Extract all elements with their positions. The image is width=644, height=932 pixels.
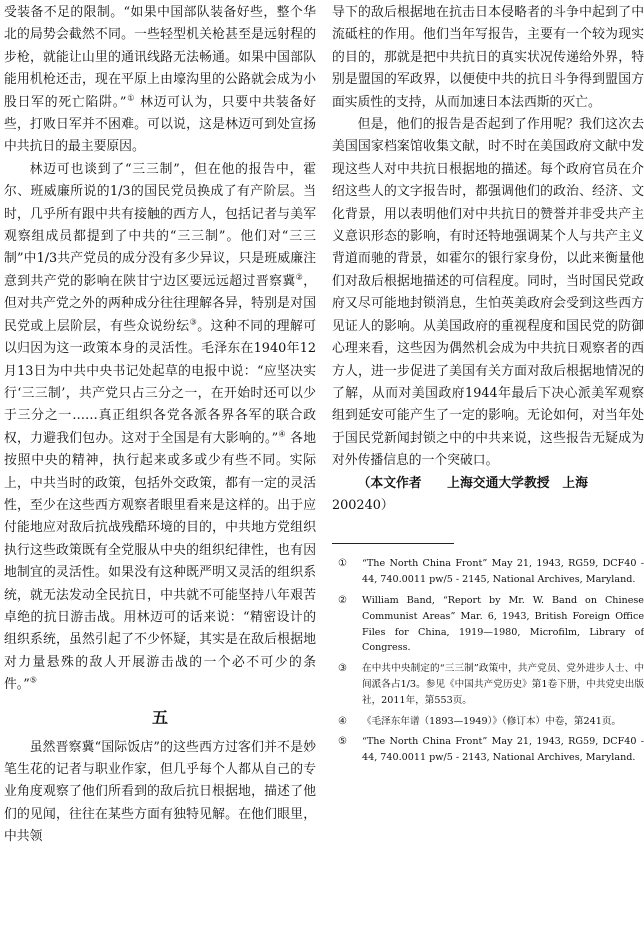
footnote-ref-4[interactable]: ④ [278, 429, 286, 439]
footnote-item [332, 661, 644, 708]
footnote-text: “The North China Front” May 21, 1943, RG59, DCF40 - 44, 740.0011 pw/5 - 2145, National Archives, Maryland. [362, 558, 644, 586]
footnote-item [332, 734, 644, 766]
footnote-text: 在中共中央制定的“三三制”政策中，共产党员、党外进步人士、中间派各占1/3。参见《中国共产党历史》第1卷下册，中共党史出版社，2011年，第553页。 [362, 663, 644, 706]
paragraph: 但是，他们的报告是否起到了作用呢？我们这次去美国国家档案馆收集文献，时不时在美国政府文献中发现这些人对中共抗日根据地的描述。每个政府官员在介绍这些人的文字报告时，都强调他们的政治、经济、文化背景，用以表明他们对中共抗日的赞誉并非受共产主义意识形态的影响，有时还特地强调某个人与共产主义背道而驰的背景，如霍尔的银行家身份，以此来衡量他们对敌后根据地描述的可信程度。同时，当时国民党政府又尽可能地封锁消息，生怕英美政府会受到这些西方见证人的影响。从美国政府的重视程度和国民党的防御心理来看，这些因为偶然机会成为中共抗日观察者的西方人，进一步促进了美国有关方面对敌后根据地情况的了解，从而对美国政府1944年最后下决心派美军观察组到延安可能产生了一定的影响。无论如何，对当年处于国民党新闻封锁之中的中共来说，这些报告无疑成为对外传播信息的一个突破口。 [332, 117, 644, 469]
footnote-marker: ① [338, 558, 347, 570]
footnote-ref-3[interactable]: ③ [189, 317, 198, 327]
paragraph: 林迈可也谈到了“三三制”，但在他的报告中，霍尔、班威廉所说的1/3的国民党员换成了有产阶层。当时，几乎所有跟中共有接触的西方人，包括记者与美军观察组成员都提到了中共的“三三制”。他们对“三三制”中1/3共产党员的成分没有多少异议，只是班威廉注意到共产党的影响在陕甘宁边区要远远超过晋察冀②，但对共产党之外的两种成分往往理解各异，特别是对国民党或上层阶层，有些众说纷纭③。这种不同的理解可以归因为这一政策本身的灵活性。毛泽东在1940年12月13日为中共中央书记处起草的电报中说：“应坚决实行‘三三制’，共产党只占三分之一，在开始时还可以少于三分之一……真正组织各党各派各界各军的联合政权，力避我们包办。这对于全国是有大影响的。”④ 各地按照中央的精神，执行起来或多或少有些不同。实际上，中共当时的政策，包括外交政策，都有一定的灵活性，至少在这些西方观察者眼里看来是这样的。出于应付能地应对敌后抗战残酷环境的目的，中共地方党组织执行这些政策既有全党服从中央的组织纪律性，也有因地制宜的灵活性。如果没有这种既严明又灵活的组织系统，就无法发动全民抗日，中共就不可能坚持八年艰苦卓绝的抗日游击战。用林迈可的话来说：“精密设计的组织系统，虽然引起了不少怀疑，其实是在敌后根据地对力量悬殊的敌人开展游击战的一个必不可少的条件。”⑤ [4, 161, 317, 693]
footnote-marker: ③ [338, 663, 347, 675]
right-column [332, 2, 644, 771]
paragraph: 虽然晋察冀“国际饭店”的这些西方过客们并不是妙笔生花的记者与职业作家，但几乎每个人都从自己的专业角度观察了他们所看到的敌后抗日根据地，描述了他们的见闻，往往在某些方面有独特见解。在他们眼里，中共领 [4, 739, 316, 845]
footnote-marker: ④ [338, 715, 347, 727]
footnote-item [332, 556, 644, 588]
footnote-marker: ② [338, 594, 347, 606]
footnote-ref-5[interactable]: ⑤ [29, 675, 37, 685]
footnote-marker: ⑤ [338, 736, 347, 748]
footnote-text: 《毛泽东年谱（1893—1949）》（修订本）中卷，第241页。 [362, 715, 622, 727]
footnote-item [332, 593, 644, 656]
footnotes [332, 556, 644, 766]
footnote-ref-1[interactable]: ① [126, 93, 136, 103]
footnote-ref-2[interactable]: ② [295, 272, 304, 282]
section-heading: 五 [151, 707, 168, 727]
author-note: （本文作者 上海交通大学教授 上海 200240） [332, 475, 588, 513]
left-column [4, 2, 316, 849]
paragraph: 导下的敌后根据地在抗击日本侵略者的斗争中起到了中流砥柱的作用。他们当年写报告，主要有一个较为现实的目的，那就是把中共抗日的真实状况传递给外界，特别是盟国的军政界，以便使中共的抗日斗争得到盟国方面实质性的支持，从而加速日本法西斯的灭亡。 [332, 5, 644, 110]
footnote-item [332, 714, 644, 730]
footnote-text: William Band, “Report by Mr. W. Band on Chinese Communist Areas” Mar. 6, 1943, British Foreign Office Files for China, 1919—1980, Microfilm, Library of Congress. [362, 594, 644, 654]
footnote-divider [332, 543, 454, 544]
paragraph: 受装备不足的限制。“如果中国部队装备好些，整个华北的局势会截然不同。一些轻型机关枪甚至是远射程的步枪，就能让山里的通讯线路无法畅通。如果中国部队能用机枪还击，现在平原上由壕沟里的公路就会成为小股日军的死亡陷阱。”① 林迈可认为，只要中共装备好些，打败日军并不困难。可以说，这是林迈可到处宣扬中共抗日的最主要原因。 [4, 5, 316, 155]
footnote-text: “The North China Front” May 21, 1943, RG59, DCF40 - 44, 740.0011 pw/5 - 2143, National Archives, Maryland. [362, 736, 644, 764]
